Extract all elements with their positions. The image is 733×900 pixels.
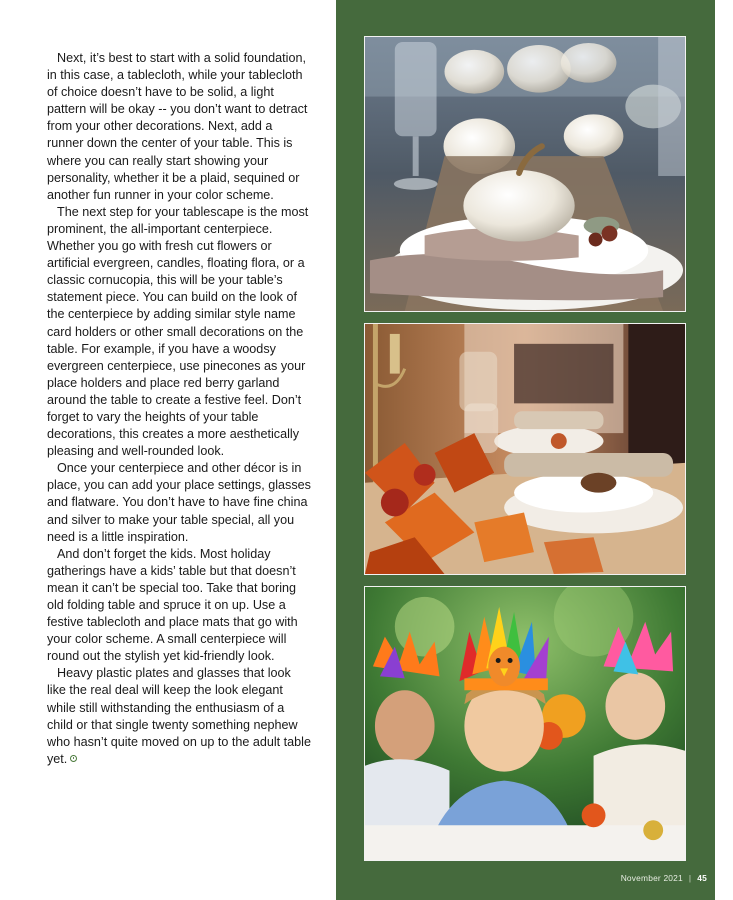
article-body: [47, 50, 312, 768]
text-column: [0, 0, 336, 900]
kids-table-illustration: [365, 587, 685, 860]
paragraph-1: Next, it’s best to start with a solid foundation, in this case, a tablecloth, while your tablecloth of choice doesn’t have to be solid, a light pattern will be okay -- you don’t want to detract from your other decorations. Next, add a runner down the center of your table. This is where you can really start showing your personality, whether it be a plaid, sequined or another fun runner in your color scheme.: [47, 51, 308, 202]
paragraph-4: And don’t forget the kids. Most holiday gatherings have a kids’ table but that doesn’t mean it can’t be special too. Take that boring old folding table and spruce it on up. Use a festive tablecloth and place mats that go with your color scheme. A small centerpiece will round out the stylish yet kid-friendly look.: [47, 546, 298, 664]
paragraph-5-text: Heavy plastic plates and glasses that look like the real deal will keep the look elegant while still withstanding the enthusiasm of a child or that single twenty something nephew who hasn’t quite moved on up to the adult table yet.: [47, 666, 311, 766]
paragraph-3: Once your centerpiece and other décor is in place, you can add your place settings, glasses and flatware. You don’t have to have fine china and silver to make your table special, all you need is a little inspiration.: [47, 461, 311, 544]
page-margin: [715, 0, 733, 900]
white-pumpkin-illustration: [365, 37, 685, 311]
autumn-table-illustration: [365, 324, 685, 574]
page-number: 45: [697, 873, 707, 883]
photo-autumn-leaves-table: [364, 323, 686, 575]
paragraph-5: [47, 665, 312, 768]
photo-white-pumpkin-place-setting: [364, 36, 686, 312]
footer-separator: |: [688, 873, 692, 883]
end-of-article-icon: [70, 755, 77, 762]
issue-date: November 2021: [620, 873, 683, 883]
page-footer: [621, 873, 707, 883]
paragraph-2: The next step for your tablescape is the most prominent, the all-important centerpiece. Whether you go with fresh cut flowers or artificial evergreen, candles, floating flora, or a classic cornucopia, this will be your table’s statement piece. You can build on the look of the centerpiece by adding similar style name card holders or other small decorations on the table. For example, if you have a woodsy evergreen centerpiece, use pinecones as your place holders and place red berry garland around the table to create a festive feel. Don’t forget to vary the heights of your table decorations, this creates a more aesthetically pleasing and well-rounded look.: [47, 204, 309, 459]
photo-kids-turkey-hats: [364, 586, 686, 861]
